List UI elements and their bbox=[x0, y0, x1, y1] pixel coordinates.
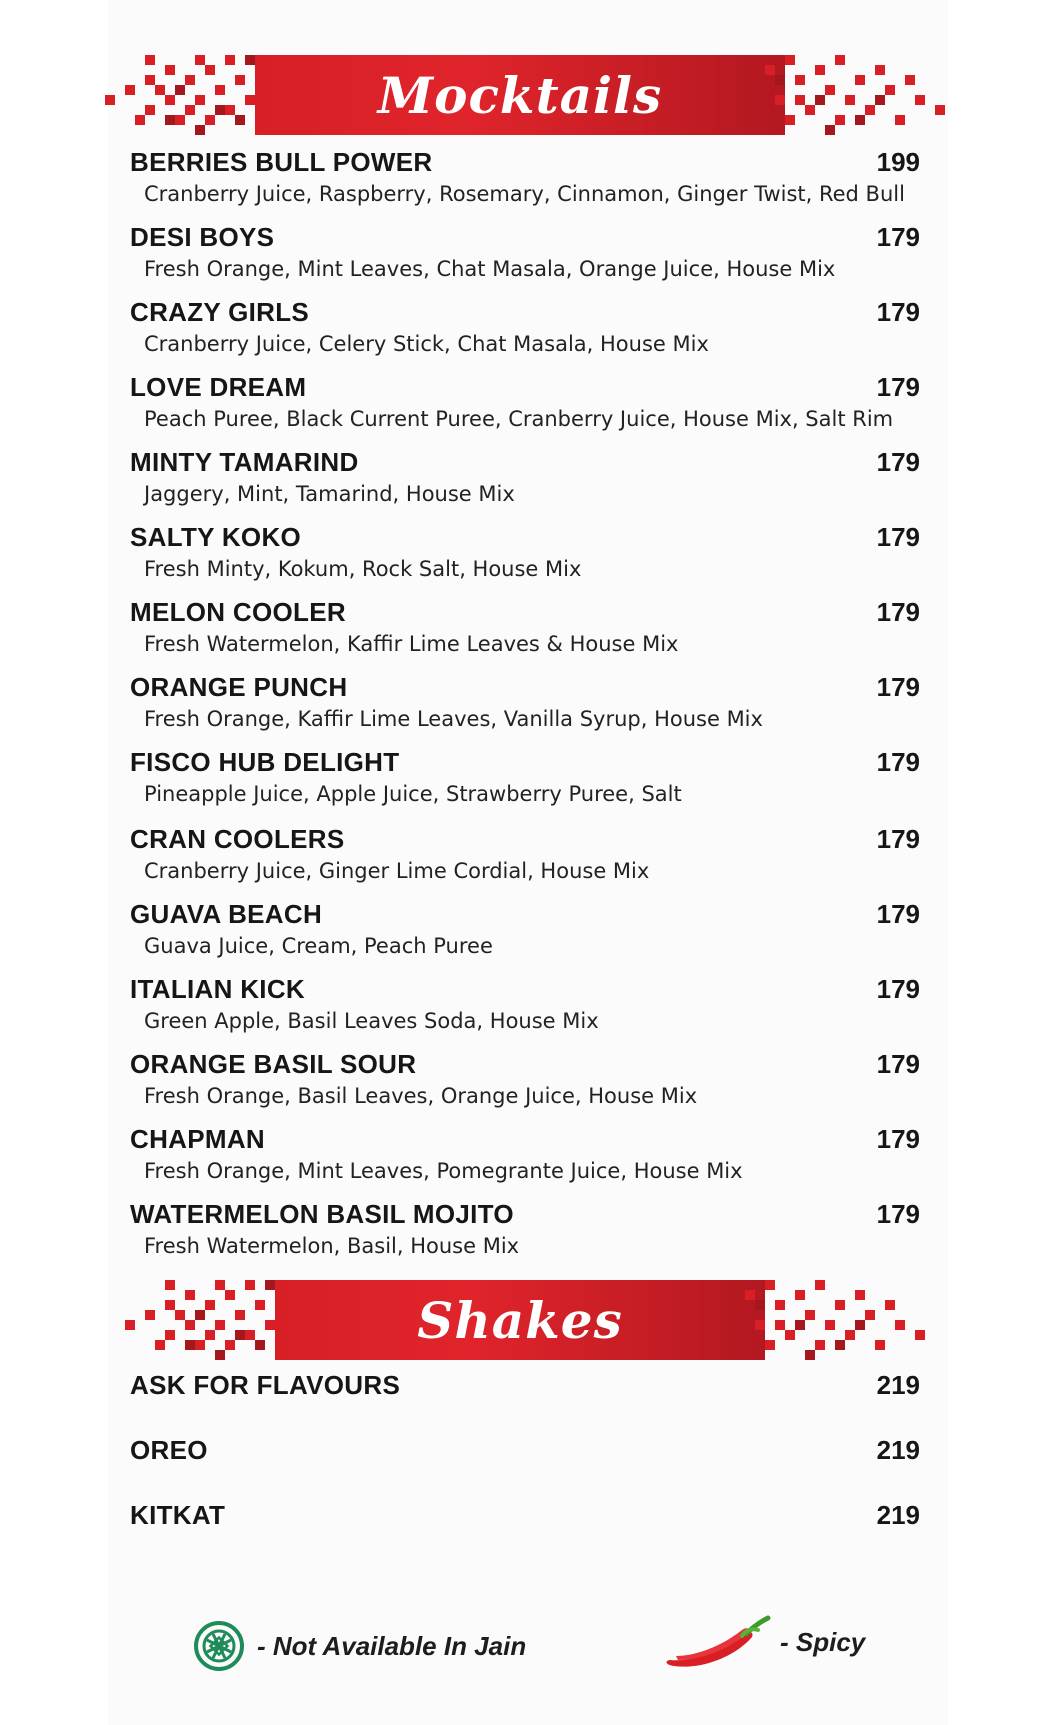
item-description: Fresh Orange, Kaffir Lime Leaves, Vanilla Syrup, House Mix bbox=[144, 707, 763, 731]
pixel-pattern-right bbox=[765, 55, 945, 135]
item-name: ORANGE PUNCH bbox=[130, 672, 348, 702]
legend-spicy-label: - Spicy bbox=[780, 1626, 866, 1657]
pixel-pattern-right bbox=[745, 1280, 925, 1360]
item-name: CRAZY GIRLS bbox=[130, 297, 310, 327]
item-price: 179 bbox=[876, 597, 920, 627]
item-description: Fresh Watermelon, Kaffir Lime Leaves & House Mix bbox=[144, 632, 679, 656]
item-price: 179 bbox=[876, 447, 920, 477]
item-price: 179 bbox=[876, 974, 920, 1004]
menu-item bbox=[130, 222, 920, 281]
menu-item bbox=[130, 1435, 920, 1466]
item-price: 219 bbox=[876, 1370, 920, 1400]
legend-jain-label: - Not Available In Jain bbox=[257, 1630, 527, 1661]
item-name: BERRIES BULL POWER bbox=[130, 147, 433, 177]
item-description: Peach Puree, Black Current Puree, Cranberry Juice, House Mix, Salt Rim bbox=[144, 407, 894, 431]
item-price: 179 bbox=[876, 1124, 920, 1154]
menu-item bbox=[130, 1370, 920, 1401]
item-price: 179 bbox=[876, 824, 920, 854]
section-title-shakes: Shakes bbox=[417, 1290, 623, 1350]
item-description: Fresh Orange, Mint Leaves, Pomegrante Juice, House Mix bbox=[144, 1159, 743, 1183]
item-description: Cranberry Juice, Celery Stick, Chat Masala, House Mix bbox=[144, 332, 709, 356]
item-description: Cranberry Juice, Ginger Lime Cordial, House Mix bbox=[144, 859, 650, 883]
menu-item bbox=[130, 1199, 920, 1258]
item-name: DESI BOYS bbox=[130, 222, 275, 252]
item-name: CRAN COOLERS bbox=[130, 824, 345, 854]
menu-item bbox=[130, 747, 920, 806]
chili-pepper-icon bbox=[662, 1612, 772, 1672]
item-name: WATERMELON BASIL MOJITO bbox=[130, 1199, 514, 1229]
item-description: Fresh Minty, Kokum, Rock Salt, House Mix bbox=[144, 557, 582, 581]
item-name: MELON COOLER bbox=[130, 597, 346, 627]
menu-item bbox=[130, 974, 920, 1033]
menu-item bbox=[130, 824, 920, 883]
item-price: 179 bbox=[876, 372, 920, 402]
item-name: KITKAT bbox=[130, 1500, 226, 1530]
item-description: Fresh Watermelon, Basil, House Mix bbox=[144, 1234, 520, 1258]
item-description: Pineapple Juice, Apple Juice, Strawberry Puree, Salt bbox=[144, 782, 682, 806]
item-name: LOVE DREAM bbox=[130, 372, 307, 402]
legend-jain bbox=[193, 1620, 526, 1672]
jain-knot-icon bbox=[193, 1620, 245, 1672]
menu-item bbox=[130, 447, 920, 506]
shakes-title-bar bbox=[275, 1280, 765, 1360]
menu-item bbox=[130, 899, 920, 958]
item-description: Cranberry Juice, Raspberry, Rosemary, Cinnamon, Ginger Twist, Red Bull bbox=[144, 182, 905, 206]
item-name: SALTY KOKO bbox=[130, 522, 302, 552]
item-description: Fresh Orange, Basil Leaves, Orange Juice, House Mix bbox=[144, 1084, 698, 1108]
item-price: 219 bbox=[876, 1435, 920, 1465]
mocktails-title-bar bbox=[255, 55, 785, 135]
menu-item bbox=[130, 1500, 920, 1531]
menu-item bbox=[130, 1049, 920, 1108]
menu-item bbox=[130, 297, 920, 356]
item-name: FISCO HUB DELIGHT bbox=[130, 747, 400, 777]
menu-item bbox=[130, 1124, 920, 1183]
item-name: CHAPMAN bbox=[130, 1124, 265, 1154]
item-name: ORANGE BASIL SOUR bbox=[130, 1049, 417, 1079]
item-price: 179 bbox=[876, 522, 920, 552]
item-name: ASK FOR FLAVOURS bbox=[130, 1370, 401, 1400]
item-price: 179 bbox=[876, 1049, 920, 1079]
item-price: 179 bbox=[876, 1199, 920, 1229]
item-price: 199 bbox=[876, 147, 920, 177]
item-price: 179 bbox=[876, 297, 920, 327]
item-name: OREO bbox=[130, 1435, 208, 1465]
menu-item bbox=[130, 372, 920, 431]
item-description: Guava Juice, Cream, Peach Puree bbox=[144, 934, 493, 958]
item-description: Green Apple, Basil Leaves Soda, House Mix bbox=[144, 1009, 599, 1033]
shakes-banner bbox=[125, 1280, 925, 1360]
item-description: Jaggery, Mint, Tamarind, House Mix bbox=[144, 482, 515, 506]
section-title-mocktails: Mocktails bbox=[377, 65, 663, 125]
item-name: ITALIAN KICK bbox=[130, 974, 305, 1004]
item-price: 179 bbox=[876, 672, 920, 702]
item-price: 179 bbox=[876, 747, 920, 777]
mocktails-banner bbox=[105, 55, 945, 135]
item-price: 219 bbox=[876, 1500, 920, 1530]
item-price: 179 bbox=[876, 222, 920, 252]
menu-item bbox=[130, 147, 920, 206]
menu-item bbox=[130, 522, 920, 581]
menu-item bbox=[130, 597, 920, 656]
legend-spicy bbox=[662, 1612, 865, 1672]
item-name: GUAVA BEACH bbox=[130, 899, 323, 929]
item-price: 179 bbox=[876, 899, 920, 929]
item-description: Fresh Orange, Mint Leaves, Chat Masala, Orange Juice, House Mix bbox=[144, 257, 836, 281]
item-name: MINTY TAMARIND bbox=[130, 447, 359, 477]
menu-item bbox=[130, 672, 920, 731]
